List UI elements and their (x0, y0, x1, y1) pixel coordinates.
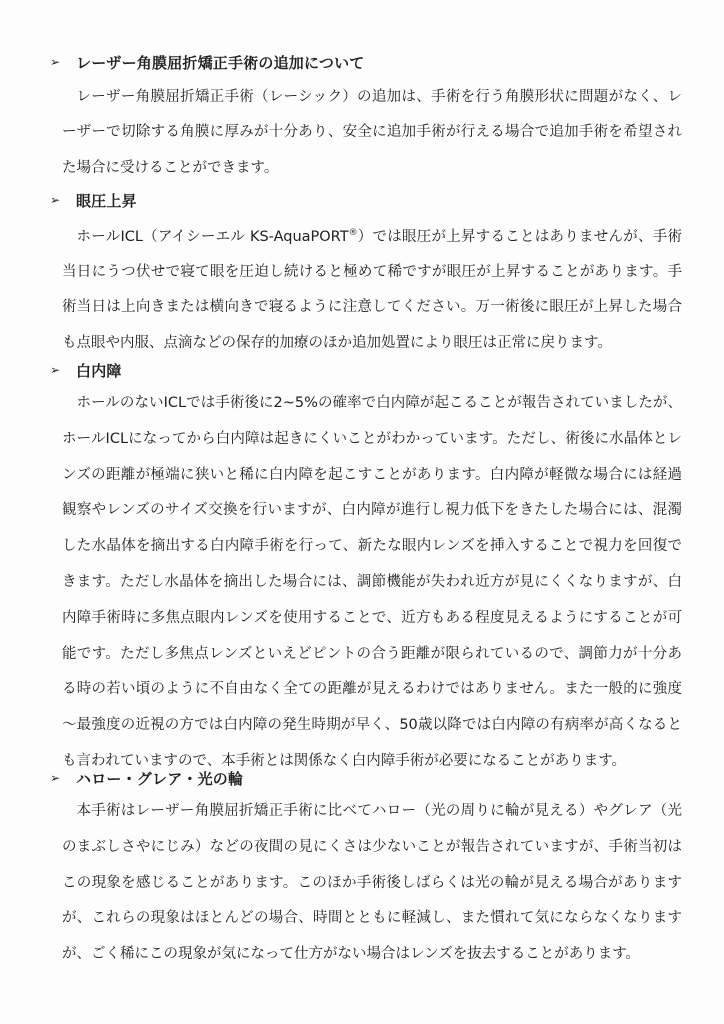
arrow-bullet-icon: ➢ (50, 193, 61, 207)
section-heading-halo-glare (50, 764, 243, 792)
section-heading-iop-rise (50, 186, 137, 214)
arrow-bullet-icon: ➢ (50, 55, 61, 69)
registered-mark: ® (348, 228, 358, 238)
arrow-bullet-icon: ➢ (50, 363, 61, 377)
section-heading-lasik-addition (50, 48, 365, 76)
body-text-part: ）では眼圧が上昇することはありませんが、手術当日にうつ伏せで寝て眼を圧迫し続けると極めて稀ですが眼圧が上昇することがあります。手術当日は上向きまたは横向きで寝るように注意してください。万一術後に眼圧が上昇した場合も点眼や内服、点滴などの保存的加療のほか追加処置により眼圧は正常に戻ります。 (62, 228, 682, 351)
arrow-bullet-icon: ➢ (50, 771, 61, 785)
section-title: 白内障 (76, 361, 122, 380)
section-body-halo-glare: 本手術はレーザー角膜屈折矯正手術に比べてハロー（光の周りに輪が見える）やグレア（光のまぶしさやにじみ）などの夜間の見にくさは少ないことが報告されていますが、手術当初はこの現象を感じることがあります。このほか手術後しばらくは光の輪が見える場合がありますが、これらの現象はほとんどの場合、時間とともに軽減し、また慣れて気にならなくなりますが、ごく稀にこの現象が気になって仕方がない場合はレンズを抜去することがあります。 (62, 803, 682, 963)
section-body-lasik-addition: レーザー角膜屈折矯正手術（レーシック）の追加は、手術を行う角膜形状に問題がなく、レーザーで切除する角膜に厚みが十分あり、安全に追加手術が行える場合で追加手術を希望された場合に受けることができます。 (62, 89, 682, 176)
body-text-part: ホールICL（アイシーエル KS-AquaPORT (76, 228, 349, 245)
section-title: 眼圧上昇 (76, 191, 137, 210)
section-body-cataract: ホールのないICLでは手術後に2~5%の確率で白内障が起こることが報告されていましたが、ホールICLになってから白内障は起きにくいことがわかっています。ただし、術後に水晶体とレンズの距離が極端に狭いと稀に白内障を起こすことがあります。白内障が軽微な場合には経過観察やレンズのサイズ交換を行いますが、白内障が進行し視力低下をきたした場合には、混濁した水晶体を摘出する白内障手術を行って、新たな眼内レンズを挿入することで視力を回復できます。ただし水晶体を摘出した場合には、調節機能が失われ近方が見にくくなりますが、白内障手術時に多焦点眼内レンズを使用することで、近方もある程度見えるようにすることが可能です。ただし多焦点レンズといえどピントの合う距離が限られているので、調節力が十分ある時の若い頃のように不自由なく全ての距離が見えるわけではありません。また一般的に強度～最強度の近視の方では白内障の発生時期が早く、50歳以降では白内障の有病率が高くなるとも言われていますので、本手術とは関係なく白内障手術が必要になることがあります。 (62, 395, 682, 769)
section-heading-cataract (50, 356, 122, 384)
section-title: ハロー・グレア・光の輪 (76, 769, 244, 788)
section-body-iop-rise (62, 216, 682, 361)
section-title: レーザー角膜屈折矯正手術の追加について (76, 53, 365, 72)
